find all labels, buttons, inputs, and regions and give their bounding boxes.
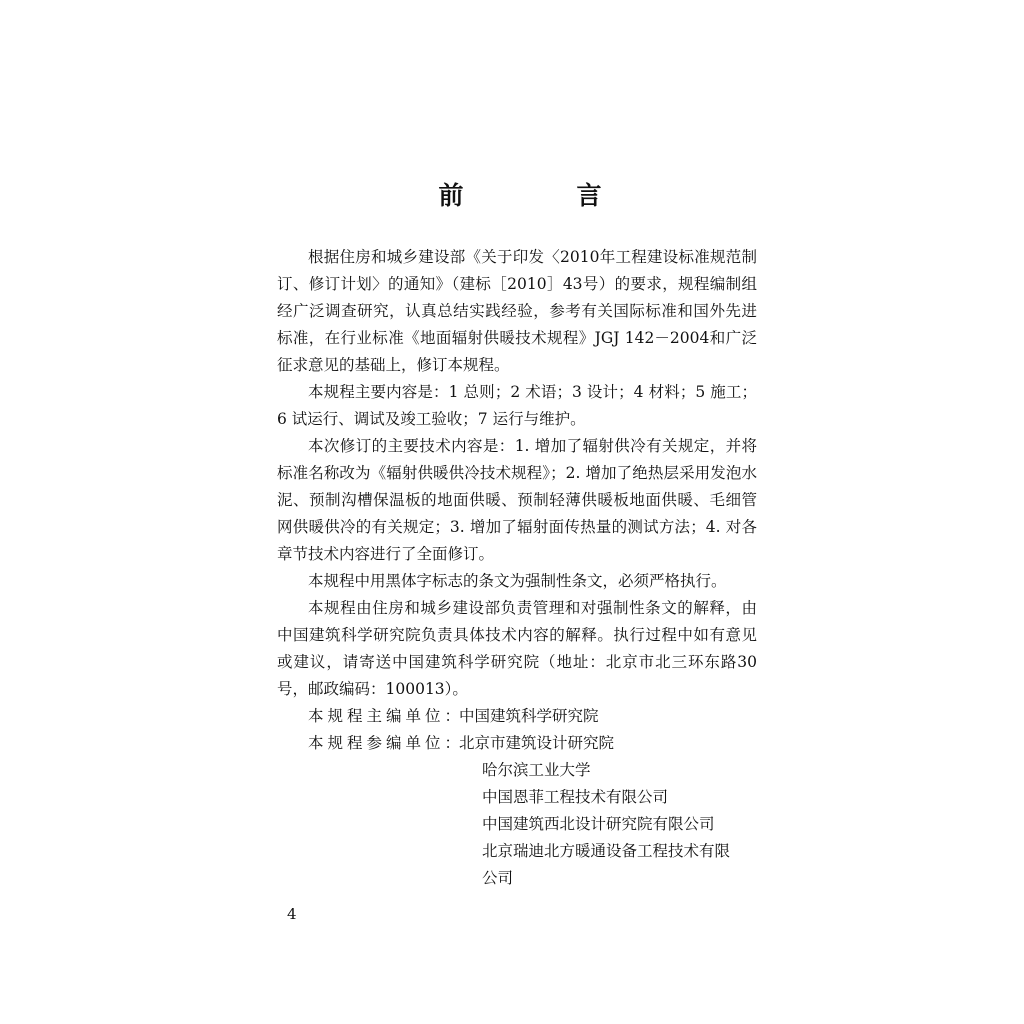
page-number: 4 [287, 905, 297, 923]
paragraph-revision-content: 本次修订的主要技术内容是：1. 增加了辐射供冷有关规定，并将标准名称改为《辐射供暖供冷技术规程》；2. 增加了绝热层采用发泡水泥、预制沟槽保温板的地面供暖、预制轻薄供暖板地面供暖、毛细管网供暖供冷的有关规定；3. 增加了辐射面传热量的测试方法；4. 对各章节技术内容进行了全面修订。 [277, 437, 757, 563]
preface-body [277, 244, 757, 892]
chief-unit-label: 本规程主编单位： [308, 707, 465, 725]
participating-unit: 哈尔滨工业大学 [482, 761, 591, 779]
paragraph-main-content: 本规程主要内容是：1 总则；2 术语；3 设计；4 材料；5 施工；6 试运行、调试及竣工验收；7 运行与维护。 [277, 383, 757, 428]
paragraph-management: 本规程由住房和城乡建设部负责管理和对强制性条文的解释，由中国建筑科学研究院负责具体技术内容的解释。执行过程中如有意见或建议，请寄送中国建筑科学研究院（地址：北京市北三环东路30号，邮政编码：100013）。 [277, 599, 757, 698]
participating-unit: 中国建筑西北设计研究院有限公司 [482, 815, 715, 833]
page-title: 前 言 [438, 181, 646, 210]
participating-unit: 北京市建筑设计研究院 [459, 734, 615, 752]
participating-unit: 北京瑞迪北方暖通设备工程技术有限 [482, 842, 731, 860]
participating-units-row [277, 730, 757, 757]
participating-units-label: 本规程参编单位： [308, 734, 465, 752]
participating-unit: 中国恩菲工程技术有限公司 [482, 788, 669, 806]
chief-unit-value: 中国建筑科学研究院 [459, 707, 599, 725]
participating-unit: 公司 [482, 869, 514, 887]
chief-unit-row [277, 703, 757, 730]
paragraph-mandatory-clauses: 本规程中用黑体字标志的条文为强制性条文，必须严格执行。 [308, 572, 727, 590]
paragraph-background: 根据住房和城乡建设部《关于印发〈2010年工程建设标准规范制订、修订计划〉的通知》（建标［2010］43号）的要求，规程编制组经广泛调查研究，认真总结实践经验，参考有关国际标准和国外先进标准，在行业标准《地面辐射供暖技术规程》JGJ 142－2004和广泛征求意见的基础上，修订本规程。 [277, 248, 757, 374]
